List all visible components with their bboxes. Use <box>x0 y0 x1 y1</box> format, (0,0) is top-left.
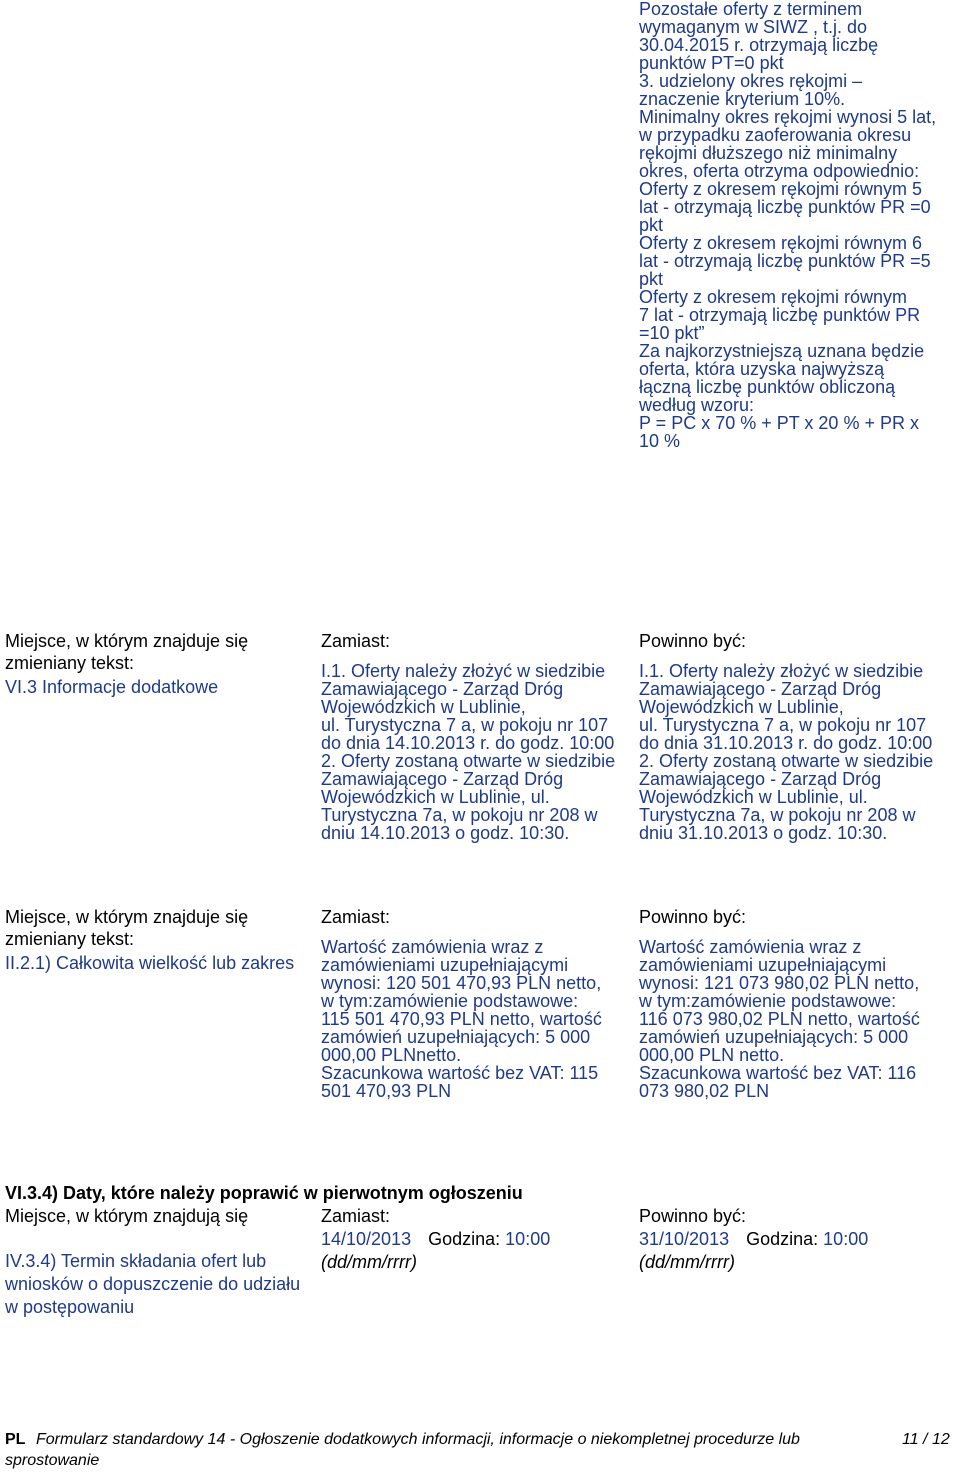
section1-instead-label: Zamiast: <box>321 631 391 651</box>
place-label-line: Miejsce, w którym znajduje się <box>5 631 249 651</box>
section3-instead-label: Zamiast: <box>321 1206 391 1226</box>
text-line: do dnia 31.10.2013 r. do godz. 10:00 <box>639 733 933 753</box>
text-line: lat - otrzymają liczbę punktów PR =0 <box>639 197 931 217</box>
section3-heading: VI.3.4) Daty, które należy poprawić w pierwotnym ogłoszeniu <box>5 1183 523 1203</box>
section1-place-value: VI.3 Informacje dodatkowe <box>5 677 219 697</box>
text-line: zamówieniami uzupełniającymi <box>321 955 569 975</box>
text-line: dniu 31.10.2013 o godz. 10:30. <box>639 823 888 843</box>
text-line: 2. Oferty zostaną otwarte w siedzibie <box>321 751 616 771</box>
text-line: zamówień uzupełniających: 5 000 <box>321 1027 591 1047</box>
text-line: okres, oferta otrzyma odpowiednio: <box>639 161 920 181</box>
section3-place-value <box>5 1250 300 1319</box>
footer-page-number: 11 / 12 <box>902 1431 950 1448</box>
place-label-line: zmieniany tekst: <box>5 929 135 949</box>
text-line: znaczenie kryterium 10%. <box>639 89 846 109</box>
text-line: Wartość zamówienia wraz z <box>639 937 862 957</box>
text-line: pkt <box>639 269 664 289</box>
instead-hour-label: Godzina: <box>428 1229 501 1249</box>
text-line: oferta, która uzyska najwyższą <box>639 359 885 379</box>
section1-place-label <box>5 630 248 698</box>
section2-place-label <box>5 906 294 974</box>
footer-title-line2: sprostowanie <box>5 1452 100 1469</box>
text-line: zamówień uzupełniających: 5 000 <box>639 1027 909 1047</box>
section3-place-label: Miejsce, w którym znajdują się <box>5 1206 249 1226</box>
text-line: Pozostałe oferty z terminem <box>639 0 863 19</box>
section2-place-value: II.2.1) Całkowita wielkość lub zakres <box>5 953 295 973</box>
text-line: Turystyczna 7a, w pokoju nr 208 w <box>639 805 916 825</box>
text-line: dniu 14.10.2013 o godz. 10:30. <box>321 823 570 843</box>
text-line: łączną liczbę punktów obliczoną <box>639 377 896 397</box>
text-line: ul. Turystyczna 7 a, w pokoju nr 107 <box>321 715 609 735</box>
text-line: 116 073 980,02 PLN netto, wartość <box>639 1009 920 1029</box>
text-line: Wojewódzkich w Lublinie, <box>321 697 526 717</box>
text-line: Szacunkowa wartość bez VAT: 116 <box>639 1063 917 1083</box>
text-line: wynosi: 120 501 470,93 PLN netto, <box>321 973 602 993</box>
text-line: 000,00 PLN netto. <box>639 1045 785 1065</box>
text-line: P = PC x 70 % + PT x 20 % + PR x <box>639 413 919 433</box>
text-line: 073 980,02 PLN <box>639 1081 770 1101</box>
place-label-line: Miejsce, w którym znajduje się <box>5 907 249 927</box>
text-line: ul. Turystyczna 7 a, w pokoju nr 107 <box>639 715 927 735</box>
section2-instead-text <box>321 938 637 1100</box>
text-line: według wzoru: <box>639 395 755 415</box>
should-hour-label: Godzina: <box>746 1229 819 1249</box>
instead-date: 14/10/2013 <box>321 1229 412 1249</box>
text-line: Zamawiającego - Zarząd Dróg <box>639 679 882 699</box>
top-continuation-block <box>639 0 959 450</box>
section1-should-label: Powinno być: <box>639 631 747 651</box>
text-line: Zamawiającego - Zarząd Dróg <box>639 769 882 789</box>
text-line: =10 pkt” <box>639 323 705 343</box>
text-line: 30.04.2015 r. otrzymają liczbę <box>639 35 879 55</box>
text-line: lat - otrzymają liczbę punktów PR =5 <box>639 251 931 271</box>
text-line: Wojewódzkich w Lublinie, <box>639 697 844 717</box>
section1-should-text <box>639 662 955 842</box>
text-line: w przypadku zaoferowania okresu <box>639 125 912 145</box>
text-line: Szacunkowa wartość bez VAT: 115 <box>321 1063 599 1083</box>
text-line: pkt <box>639 215 664 235</box>
text-line: 3. udzielony okres rękojmi – <box>639 71 863 91</box>
section2-should-text <box>639 938 955 1100</box>
text-line: Zamawiającego - Zarząd Dróg <box>321 769 564 789</box>
text-line: wymaganym w SIWZ , t.j. do <box>639 17 868 37</box>
footer-title-line: Formularz standardowy 14 - Ogłoszenie dodatkowych informacji, informacje o niekompletnej procedurze lub <box>36 1431 800 1448</box>
instead-date-format: (dd/mm/rrrr) <box>321 1252 417 1272</box>
text-line: Oferty z okresem rękojmi równym 5 <box>639 179 923 199</box>
should-hour: 10:00 <box>823 1229 869 1249</box>
text-line: 000,00 PLNnetto. <box>321 1045 462 1065</box>
text-line: wniosków o dopuszczenie do udziału <box>5 1274 301 1294</box>
text-line: Wojewódzkich w Lublinie, ul. <box>639 787 868 807</box>
text-line: w postępowaniu <box>5 1297 135 1317</box>
text-line: I.1. Oferty należy złożyć w siedzibie <box>639 661 924 681</box>
footer-title <box>36 1430 886 1450</box>
text-line: IV.3.4) Termin składania ofert lub <box>5 1251 267 1271</box>
text-line: Wartość zamówienia wraz z <box>321 937 544 957</box>
text-line: 501 470,93 PLN <box>321 1081 452 1101</box>
place-label-line: zmieniany tekst: <box>5 653 135 673</box>
text-line: 115 501 470,93 PLN netto, wartość <box>321 1009 602 1029</box>
text-line: w tym:zamówienie podstawowe: <box>639 991 897 1011</box>
text-line: w tym:zamówienie podstawowe: <box>321 991 579 1011</box>
instead-hour: 10:00 <box>505 1229 551 1249</box>
section2-instead-label: Zamiast: <box>321 907 391 927</box>
text-line: 10 % <box>639 431 681 451</box>
section3-instead-date-row <box>321 1228 550 1250</box>
text-line: do dnia 14.10.2013 r. do godz. 10:00 <box>321 733 615 753</box>
should-date: 31/10/2013 <box>639 1229 730 1249</box>
text-line: Wojewódzkich w Lublinie, ul. <box>321 787 550 807</box>
section3-should-date-row <box>639 1228 868 1250</box>
text-line: 7 lat - otrzymają liczbę punktów PR <box>639 305 921 325</box>
text-line: Zamawiającego - Zarząd Dróg <box>321 679 564 699</box>
footer-lang: PL <box>5 1431 26 1448</box>
text-line: Oferty z okresem rękojmi równym <box>639 287 908 307</box>
text-line: Minimalny okres rękojmi wynosi 5 lat, <box>639 107 937 127</box>
text-line: Turystyczna 7a, w pokoju nr 208 w <box>321 805 598 825</box>
text-line: wynosi: 121 073 980,02 PLN netto, <box>639 973 920 993</box>
text-line: zamówieniami uzupełniającymi <box>639 955 887 975</box>
text-line: rękojmi dłuższego niż minimalny <box>639 143 898 163</box>
section3-should-label: Powinno być: <box>639 1206 747 1226</box>
section2-should-label: Powinno być: <box>639 907 747 927</box>
should-date-format: (dd/mm/rrrr) <box>639 1252 735 1272</box>
text-line: Za najkorzystniejszą uznana będzie <box>639 341 925 361</box>
text-line: 2. Oferty zostaną otwarte w siedzibie <box>639 751 934 771</box>
text-line: I.1. Oferty należy złożyć w siedzibie <box>321 661 606 681</box>
section1-instead-text <box>321 662 637 842</box>
text-line: punktów PT=0 pkt <box>639 53 784 73</box>
text-line: Oferty z okresem rękojmi równym 6 <box>639 233 923 253</box>
